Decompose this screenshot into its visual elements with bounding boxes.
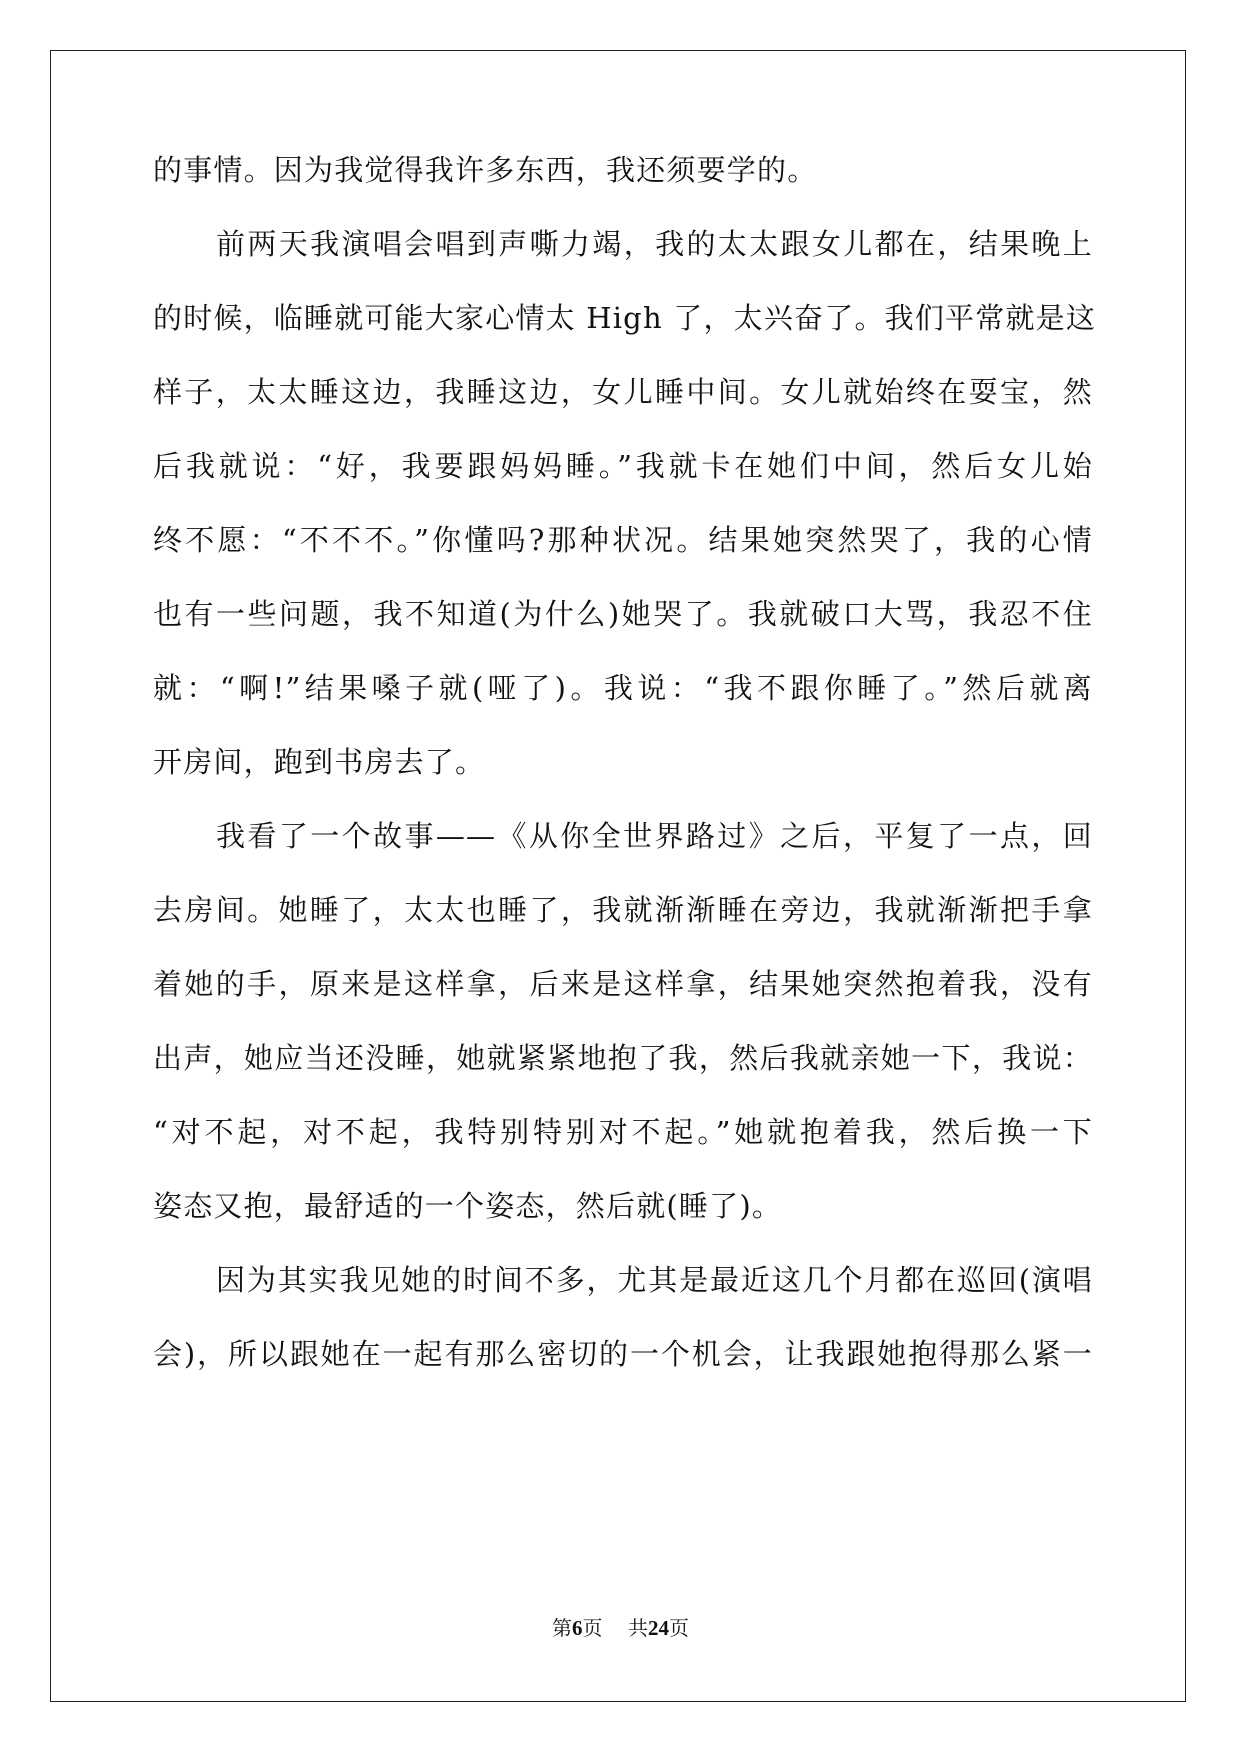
page-suffix: 页 [582, 1616, 603, 1640]
text-line: 会)，所以跟她在一起有那么密切的一个机会，让我跟她抱得那么紧一 [153, 1337, 1093, 1371]
paragraph-start-line: 因为其实我见她的时间不多，尤其是最近这几个月都在巡回(演唱 [216, 1263, 1093, 1297]
text-line: 后我就说：“好，我要跟妈妈睡。”我就卡在她们中间，然后女儿始 [153, 449, 1093, 483]
text-line: 姿态又抱，最舒适的一个姿态，然后就(睡了)。 [153, 1189, 783, 1223]
text-line: 去房间。她睡了，太太也睡了，我就渐渐睡在旁边，我就渐渐把手拿 [153, 893, 1093, 927]
text-line: 开房间，跑到书房去了。 [153, 745, 486, 779]
total-pages: 24 [647, 1616, 669, 1640]
text-line: 终不愿：“不不不。”你懂吗?那种状况。结果她突然哭了，我的心情 [153, 523, 1093, 557]
text-line: 着她的手，原来是这样拿，后来是这样拿，结果她突然抱着我，没有 [153, 967, 1093, 1001]
page-number: 6 [572, 1616, 583, 1640]
text-line: 样子，太太睡这边，我睡这边，女儿睡中间。女儿就始终在耍宝，然 [153, 375, 1093, 409]
text-line: 的事情。因为我觉得我许多东西，我还须要学的。 [153, 153, 818, 187]
paragraph-start-line: 我看了一个故事——《从你全世界路过》之后，平复了一点，回 [216, 819, 1093, 853]
text-line: 就：“啊!”结果嗓子就(哑了)。我说：“我不跟你睡了。”然后就离 [153, 671, 1093, 705]
paragraph-start-line: 前两天我演唱会唱到声嘶力竭，我的太太跟女儿都在，结果晚上 [216, 227, 1093, 261]
total-suffix: 页 [668, 1616, 689, 1640]
text-line: 也有一些问题，我不知道(为什么)她哭了。我就破口大骂，我忍不住 [153, 597, 1093, 631]
text-line: “对不起，对不起，我特别特别对不起。”她就抱着我，然后换一下 [153, 1115, 1093, 1149]
text-line: 的时候，临睡就可能大家心情太 High 了，太兴奋了。我们平常就是这 [153, 301, 1097, 335]
text-line: 出声，她应当还没睡，她就紧紧地抱了我，然后我就亲她一下，我说： [153, 1041, 1093, 1075]
page-footer [0, 1615, 1241, 1641]
total-prefix: 共 [627, 1616, 648, 1640]
page-prefix: 第 [552, 1616, 573, 1640]
